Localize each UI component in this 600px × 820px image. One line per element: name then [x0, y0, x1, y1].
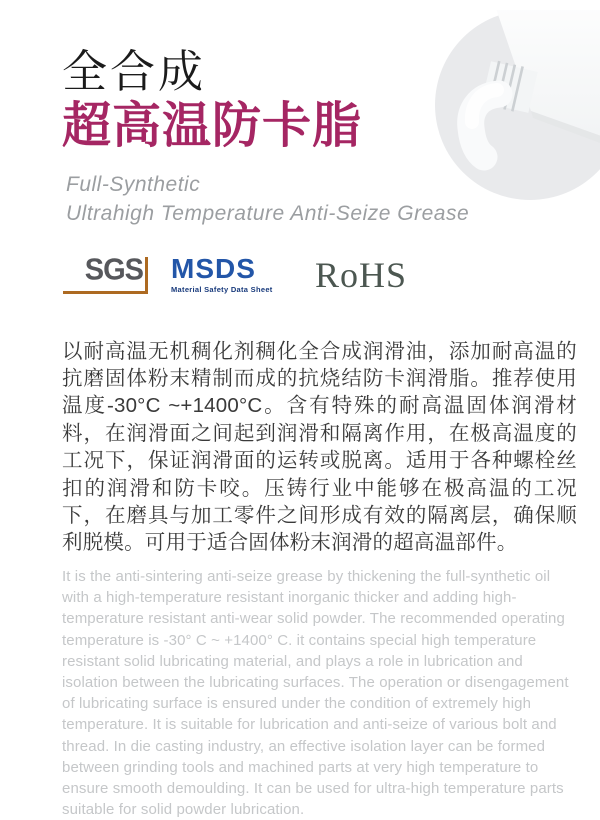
subtitle-line1: Full-Synthetic	[66, 173, 201, 196]
page-title-cn-line1: 全合成	[62, 46, 207, 97]
page-subtitle-en	[66, 170, 586, 228]
sgs-logo-text: SGS	[84, 253, 143, 287]
msds-logo-subtext: Material Safety Data Sheet	[171, 285, 273, 294]
description-english: It is the anti-sintering anti-seize grease by thickening the full-synthetic oil with a high-temperature resistant inorganic thicker and adding high-temperature resistant anti-wear solid powder. The recommended operating temperature is -30° C ~ +1400° C. it contains special high temperature resistant solid lubricating material, and plays a role in lubrication and isolation between the lubricating surfaces. The operation or disengagement of lubricating surface is ensured under the condition of extremely high temperature. It is suitable for lubrication and anti-seize of various bolt and thread. In die casting industry, an effective isolation layer can be formed between grinding tools and machined parts at very high temperature to ensure smooth demoulding. It can be used for ultra-high temperature parts suitable for solid powder lubrication.	[62, 568, 569, 819]
certification-logos	[63, 255, 407, 294]
description-chinese: 以耐高温无机稠化剂稠化全合成润滑油，添加耐高温的抗磨固体粉末精制而成的抗烧结防卡润滑脂。推荐使用温度-30°C ~+1400°C。含有特殊的耐高温固体润滑材料，在润滑面之间起到润滑和隔离作用，在极高温度的工况下，保证润滑面的运转或脱离。适用于各种螺栓丝扣的润滑和防卡咬。压铸行业中能够在极高温的工况下，在磨具与加工零件之间形成有效的隔离层，确保顺利脱模。可用于适合固体粉末润滑的超高温部件。	[62, 339, 577, 555]
page-title-cn-line2: 超高温防卡脂	[62, 99, 363, 153]
rohs-logo-text: RoHS	[315, 255, 408, 295]
sgs-logo	[63, 255, 147, 294]
msds-logo	[171, 255, 281, 294]
subtitle-line2: Ultrahigh Temperature Anti-Seize Grease	[66, 202, 470, 225]
rohs-logo	[315, 256, 407, 294]
sgs-logo-bar	[145, 257, 148, 294]
title-block	[62, 46, 362, 154]
msds-logo-text: MSDS	[171, 253, 256, 284]
